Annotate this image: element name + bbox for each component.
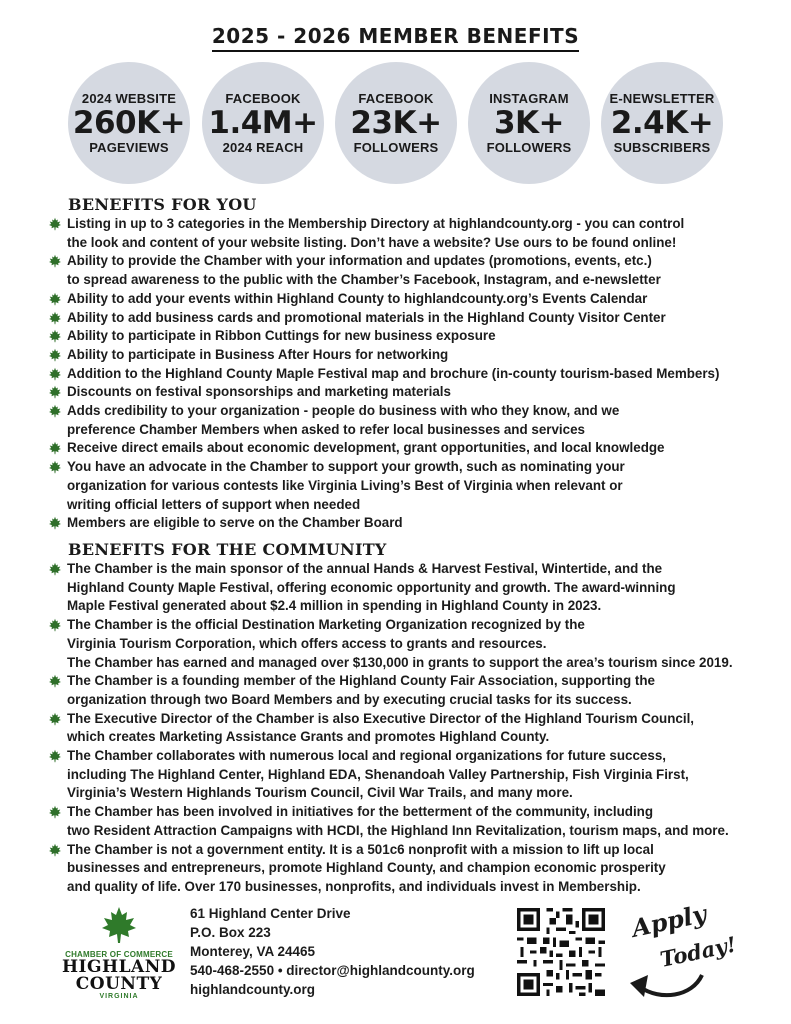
- list-item-text: businesses and entrepreneurs, promote Highland County, and champion economic prosperity: [67, 860, 666, 876]
- stats-row: [68, 62, 728, 187]
- website-link[interactable]: highlandcounty.org: [190, 982, 315, 997]
- logo-chamber-text: CHAMBER OF COMMERCE: [65, 950, 173, 959]
- contact-phone-email[interactable]: 540-468-2550 • director@highlandcounty.org: [190, 963, 475, 978]
- list-item-text: The Chamber has earned and managed over $130,000 in grants to support the area’s tourism since 2019.: [67, 654, 733, 670]
- maple-leaf-icon: [48, 749, 62, 763]
- address-po: P.O. Box 223: [190, 925, 271, 940]
- list-item-text: Ability to participate in Ribbon Cuttings for new business exposure: [67, 328, 496, 344]
- maple-leaf-icon: [48, 292, 62, 306]
- list-item-text: Virginia’s Western Highlands Tourism Council, Civil War Trails, and many more.: [67, 785, 573, 801]
- list-item: [48, 710, 768, 747]
- address-city: Monterey, VA 24465: [190, 944, 316, 959]
- list-item: [48, 514, 768, 533]
- stat-circle: [202, 62, 324, 184]
- maple-leaf-icon: [48, 441, 62, 455]
- list-item-text: Highland County Maple Festival, offering economic opportunity and growth. The award-winning: [67, 579, 676, 595]
- stat-value: 2.4K+: [610, 105, 714, 141]
- benefits-community-list: [48, 560, 768, 897]
- list-item-text: and quality of life. Over 170 businesses, nonprofits, and individuals invest in Membership.: [67, 878, 641, 894]
- benefits-you-list: [48, 215, 768, 533]
- stat-label-top: E-NEWSLETTER: [609, 91, 715, 106]
- stat-circle: [335, 62, 457, 184]
- list-item-text: Ability to add your events within Highland County to highlandcounty.org’s Events Calendar: [67, 290, 648, 306]
- stat-value: 23K+: [350, 105, 442, 141]
- list-item-text: to spread awareness to the public with the Chamber’s Facebook, Instagram, and e-newsletter: [67, 272, 661, 288]
- list-item: [48, 383, 768, 402]
- stat-label-bottom: FOLLOWERS: [486, 140, 572, 155]
- chamber-logo: [60, 905, 178, 1005]
- maple-leaf-icon: [48, 516, 62, 530]
- list-item-text: preference Chamber Members when asked to refer local businesses and services: [67, 421, 585, 437]
- logo-county-text: COUNTY: [75, 974, 163, 994]
- list-item-text: organization through two Board Members and by executing crucial tasks for its success.: [67, 691, 632, 707]
- list-item-text: including The Highland Center, Highland EDA, Shenandoah Valley Partnership, Fish Virginia First,: [67, 766, 689, 782]
- list-item: [48, 365, 768, 384]
- list-item: [48, 327, 768, 346]
- maple-leaf-icon: [48, 805, 62, 819]
- list-item-text: The Chamber has been involved in initiatives for the betterment of the community, including: [67, 804, 654, 820]
- benefits-you-heading: BENEFITS FOR YOU: [68, 195, 257, 214]
- list-item-text: Ability to participate in Business After Hours for networking: [67, 346, 449, 362]
- address-street: 61 Highland Center Drive: [190, 906, 351, 921]
- maple-leaf-icon: [48, 348, 62, 362]
- stat-label-bottom: 2024 REACH: [222, 140, 304, 155]
- list-item-text: the look and content of your website listing. Don’t have a website? Use ours to be found online!: [67, 234, 677, 250]
- list-item: [48, 672, 768, 709]
- maple-leaf-icon: [48, 674, 62, 688]
- qr-code[interactable]: [514, 905, 608, 999]
- maple-leaf-icon: [48, 404, 62, 418]
- maple-leaf-icon: [48, 254, 62, 268]
- list-item: [48, 458, 768, 514]
- list-item: [48, 841, 768, 897]
- apply-today-callout: [622, 905, 752, 1005]
- maple-leaf-icon: [48, 385, 62, 399]
- list-item-text: Addition to the Highland County Maple Festival map and brochure (in-county tourism-based Members): [67, 365, 720, 381]
- list-item: [48, 616, 768, 672]
- list-item-text: Receive direct emails about economic development, grant opportunities, and local knowledge: [67, 440, 665, 456]
- list-item: [48, 346, 768, 365]
- list-item: [48, 215, 768, 252]
- arrow-curve-icon: [640, 975, 702, 995]
- list-item-text: The Chamber is the official Destination Marketing Organization recognized by the: [67, 617, 585, 633]
- stat-label-bottom: FOLLOWERS: [353, 140, 439, 155]
- list-item-text: writing official letters of support when needed: [67, 496, 361, 512]
- list-item-text: The Chamber is the main sponsor of the annual Hands & Harvest Festival, Wintertide, and the: [67, 561, 663, 576]
- logo-virginia-text: VIRGINIA: [99, 993, 139, 1000]
- list-item-text: Listing in up to 3 categories in the Membership Directory at highlandcounty.org - you can control: [67, 216, 685, 231]
- maple-leaf-icon: [48, 460, 62, 474]
- stat-circle: [601, 62, 723, 184]
- stat-label-bottom: PAGEVIEWS: [89, 140, 169, 155]
- maple-leaf-icon: [99, 905, 139, 945]
- list-item: [48, 439, 768, 458]
- list-item: [48, 290, 768, 309]
- list-item-text: Members are eligible to serve on the Chamber Board: [67, 515, 403, 531]
- list-item-text: Virginia Tourism Corporation, which offers access to grants and resources.: [67, 635, 547, 651]
- list-item-text: Ability to provide the Chamber with your information and updates (promotions, events, etc.): [67, 253, 652, 269]
- list-item: [48, 747, 768, 803]
- arrow-head-icon: [630, 975, 648, 997]
- list-item-text: organization for various contests like Virginia Living’s Best of Virginia when relevant or: [67, 477, 623, 493]
- maple-leaf-icon: [48, 367, 62, 381]
- maple-leaf-icon: [48, 329, 62, 343]
- stat-label-top: FACEBOOK: [225, 91, 301, 106]
- list-item-text: The Executive Director of the Chamber is also Executive Director of the Highland Tourism Council,: [67, 710, 695, 726]
- maple-leaf-icon: [48, 843, 62, 857]
- stat-label-top: 2024 WEBSITE: [81, 91, 177, 106]
- list-item-text: Adds credibility to your organization - people do business with who they know, and we: [67, 403, 620, 419]
- stat-value: 260K+: [72, 105, 186, 141]
- stat-label-bottom: SUBSCRIBERS: [613, 140, 711, 155]
- maple-leaf-icon: [48, 562, 62, 576]
- list-item-text: The Chamber is not a government entity. It is a 501c6 nonprofit with a mission to lift up local: [67, 841, 654, 857]
- logo-highland-text: HIGHLAND: [61, 957, 177, 977]
- list-item-text: You have an advocate in the Chamber to support your growth, such as nominating your: [67, 459, 625, 475]
- stat-circle: [68, 62, 190, 184]
- stat-label-top: FACEBOOK: [358, 91, 434, 106]
- list-item: [48, 309, 768, 328]
- apply-text: Apply: [629, 905, 709, 943]
- contact-block: [190, 904, 475, 999]
- stat-label-top: INSTAGRAM: [489, 91, 569, 106]
- list-item: [48, 252, 768, 289]
- list-item-text: The Chamber is a founding member of the Highland County Fair Association, supporting the: [67, 673, 655, 689]
- maple-leaf-icon: [48, 311, 62, 325]
- page-title: 2025 - 2026 MEMBER BENEFITS: [0, 24, 791, 48]
- today-text: Today!: [657, 931, 739, 972]
- list-item-text: which creates Marketing Assistance Grants and promotes Highland County.: [67, 729, 550, 745]
- benefits-community-heading: BENEFITS FOR THE COMMUNITY: [68, 540, 387, 559]
- list-item-text: Ability to add business cards and promotional materials in the Highland County Visitor Center: [67, 309, 666, 325]
- list-item: [48, 803, 768, 840]
- stat-value: 3K+: [493, 105, 565, 141]
- maple-leaf-icon: [48, 618, 62, 632]
- list-item: [48, 402, 768, 439]
- list-item-text: Maple Festival generated about $2.4 million in spending in Highland County in 2023.: [67, 598, 602, 614]
- maple-leaf-icon: [48, 712, 62, 726]
- list-item: [48, 560, 768, 616]
- maple-leaf-icon: [48, 217, 62, 231]
- stat-circle: [468, 62, 590, 184]
- list-item-text: two Resident Attraction Campaigns with HCDI, the Highland Inn Revitalization, tourism maps, and more.: [67, 822, 729, 838]
- list-item-text: The Chamber collaborates with numerous local and regional organizations for future success,: [67, 748, 666, 764]
- stat-value: 1.4M+: [208, 105, 318, 141]
- list-item-text: Discounts on festival sponsorships and marketing materials: [67, 384, 451, 400]
